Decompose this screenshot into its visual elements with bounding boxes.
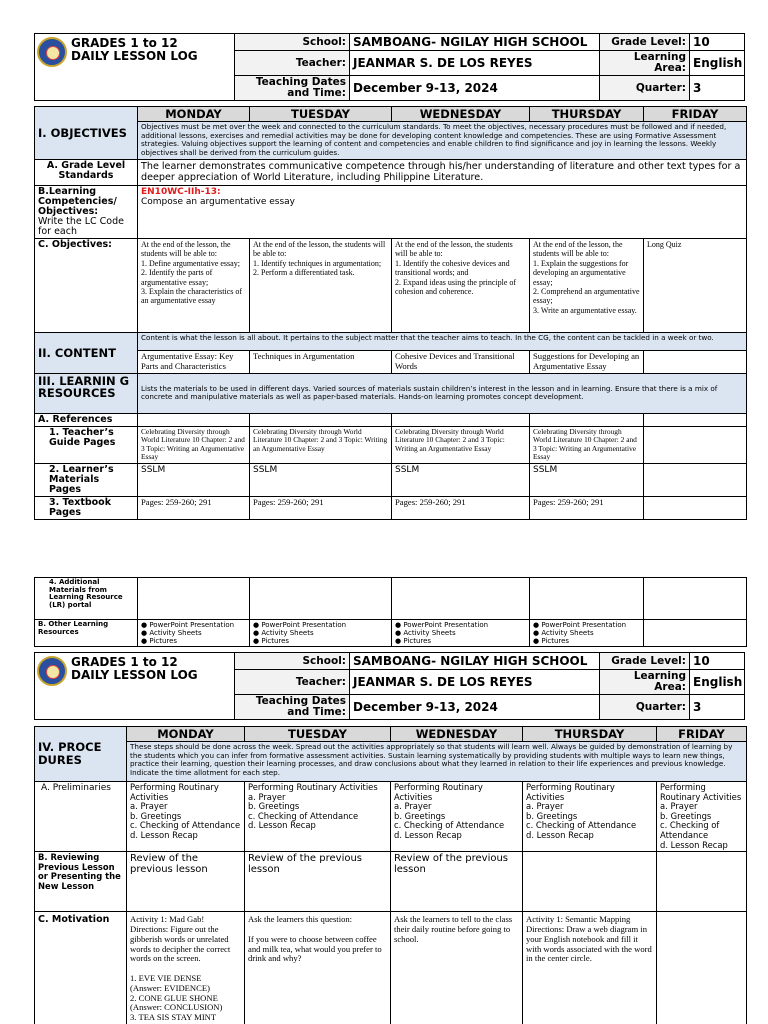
area-value: English	[690, 51, 745, 76]
header-block-1	[34, 33, 745, 101]
procedures-description: These steps should be done across the week. Spread out the activities appropriately so that students will learn well. Always be guided by demonstration of learning by the students which you can infer from formative assessment activities. Sustain learning systematically by providing students with multiple ways to learn new things, practice their learning, question their learning processes, and draw conclusions about what they learned in relation to their life experiences and previous knowledge. Indicate the time allotment for each step.	[127, 742, 747, 782]
lesson-table-1	[34, 106, 747, 520]
lc-code: EN10WC-IIh-13	[141, 187, 218, 197]
area-label: Learning Area:	[600, 51, 690, 76]
review-cell-friday	[657, 852, 747, 912]
tb-cell-tuesday: Pages: 259-260; 291	[250, 496, 392, 519]
textbook-label: 3. Textbook Pages	[35, 496, 138, 519]
guide-cell-monday: Celebrating Diversity through World Literature 10 Chapter: 2 and 3 Topic: Writing an Argumentative Essay	[138, 426, 250, 463]
teacher-value: JEANMAR S. DE LOS REYES	[350, 670, 600, 695]
objectives-cell-friday: Long Quiz	[644, 239, 747, 333]
preliminaries-label: A. Preliminaries	[35, 782, 127, 852]
lc-text: Compose an argumentative essay	[141, 197, 295, 207]
header-title-line1: GRADES 1 to 12	[71, 655, 178, 669]
objectives-cell-thursday: At the end of the lesson, the students will be able to: 1. Explain the suggestions for developing an argumentative essay; 2. Comprehend an argumentative essay; 3. Write an argumentative essay.	[530, 239, 644, 333]
day-monday: MONDAY	[127, 727, 245, 742]
lm-cell-thursday: SSLM	[530, 463, 644, 496]
dates-label: Teaching Dates and Time:	[235, 695, 350, 720]
header-logo-cell	[35, 34, 235, 101]
content-cell-thursday: Suggestions for Developing an Argumentative Essay	[530, 351, 644, 374]
procedures-label: IV. PROCE DURES	[35, 727, 127, 782]
quarter-value: 3	[690, 695, 745, 720]
prelim-cell-monday: Performing Routinary Activities a. Prayer b. Greetings c. Checking of Attendance d. Lesson Recap	[127, 782, 245, 852]
learners-materials-label: 2. Learner’s Materials Pages	[35, 463, 138, 496]
quarter-value: 3	[690, 76, 745, 101]
day-monday: MONDAY	[138, 107, 250, 122]
grade-label: Grade Level:	[600, 34, 690, 51]
grade-value: 10	[690, 34, 745, 51]
area-value: English	[690, 670, 745, 695]
area-label: Learning Area:	[600, 670, 690, 695]
day-friday: FRIDAY	[644, 107, 747, 122]
additional-materials-label: 4. Additional Materials from Learning Resource (LR) portal	[35, 578, 138, 620]
review-cell-monday: Review of the previous lesson	[127, 852, 245, 912]
c-objectives-label: C. Objectives:	[35, 239, 138, 333]
school-label: School:	[235, 653, 350, 670]
lesson-table-2	[34, 577, 747, 647]
teacher-label: Teacher:	[235, 51, 350, 76]
lm-cell-monday: SSLM	[138, 463, 250, 496]
tb-cell-wednesday: Pages: 259-260; 291	[392, 496, 530, 519]
school-value: SAMBOANG- NGILAY HIGH SCHOOL	[350, 34, 600, 51]
content-description: Content is what the lesson is all about. It pertains to the subject matter that the teacher aims to teach. In the CG, the content can be tackled in a week or two.	[138, 333, 747, 351]
objectives-cell-wednesday: At the end of the lesson, the students will be able to: 1. Identify the cohesive devices and transitional words; and 2. Expand ideas using the principle of cohesion and coherence.	[392, 239, 530, 333]
motivation-cell-tuesday: Ask the learners this question: If you were to choose between coffee and milk tea, what would you prefer to drink and why?	[245, 912, 391, 1024]
references-label: A. References	[35, 413, 138, 426]
other-cell-tuesday: ● PowerPoint Presentation ● Activity Sheets ● Pictures	[250, 620, 392, 647]
guide-cell-friday	[644, 426, 747, 463]
quarter-label: Quarter:	[600, 76, 690, 101]
review-cell-wednesday: Review of the previous lesson	[391, 852, 523, 912]
motivation-cell-wednesday: Ask the learners to tell to the class their daily routine before going to school.	[391, 912, 523, 1024]
header-title-line2: DAILY LESSON LOG	[71, 49, 198, 63]
day-tuesday: TUESDAY	[250, 107, 392, 122]
objectives-label: I. OBJECTIVES	[35, 107, 138, 160]
lm-cell-friday	[644, 463, 747, 496]
review-cell-thursday	[523, 852, 657, 912]
other-cell-thursday: ● PowerPoint Presentation ● Activity Sheets ● Pictures	[530, 620, 644, 647]
grade-label: Grade Level:	[600, 653, 690, 670]
resources-description: Lists the materials to be used in different days. Varied sources of materials sustain children’s interest in the lesson and in learning. Ensure that there is a mix of concrete and manipulative materials as well as paper-based materials. Hands-on learning promotes concept development.	[138, 373, 747, 413]
grade-standards-label: A. Grade Level Standards	[35, 160, 138, 186]
competencies-text: EN10WC-IIh-13: Compose an argumentative essay	[138, 186, 747, 239]
header-block-2	[34, 652, 745, 720]
day-tuesday: TUESDAY	[245, 727, 391, 742]
prelim-cell-thursday: Performing Routinary Activities a. Prayer b. Greetings c. Checking of Attendance d. Lesson Recap	[523, 782, 657, 852]
deped-seal-icon	[37, 37, 67, 67]
procedures-table	[34, 726, 747, 1024]
other-cell-wednesday: ● PowerPoint Presentation ● Activity Sheets ● Pictures	[392, 620, 530, 647]
tb-cell-thursday: Pages: 259-260; 291	[530, 496, 644, 519]
objectives-description: Objectives must be met over the week and connected to the curriculum standards. To meet the objectives, necessary procedures must be followed and if needed, additional lessons, exercises and remedial activities may be done for developing content knowledge and competencies. These are using Formative Assessment strategies. Valuing objectives support the learning of content and competencies and enable children to find significance and joy in learning the lessons. Weekly objectives shall be derived from the curriculum guides.	[138, 122, 747, 160]
header-table	[34, 33, 745, 101]
guide-cell-thursday: Celebrating Diversity through World Literature 10 Chapter: 2 and 3 Topic: Writing an Argumentative Essay	[530, 426, 644, 463]
resources-label: III. LEARNIN G RESOURCES	[35, 373, 138, 413]
grade-standards-text: The learner demonstrates communicative competence through his/her understanding of literature and other text types for a deeper appreciation of World Literature, including Philippine Literature.	[138, 160, 747, 186]
school-label: School:	[235, 34, 350, 51]
prelim-cell-friday: Performing Routinary Activities a. Prayer b. Greetings c. Checking of Attendance d. Lesson Recap	[657, 782, 747, 852]
day-thursday: THURSDAY	[530, 107, 644, 122]
other-cell-friday	[644, 620, 747, 647]
quarter-label: Quarter:	[600, 695, 690, 720]
other-cell-monday: ● PowerPoint Presentation ● Activity Sheets ● Pictures	[138, 620, 250, 647]
teachers-guide-label: 1. Teacher’s Guide Pages	[35, 426, 138, 463]
dates-label: Teaching Dates and Time:	[235, 76, 350, 101]
reviewing-label: B. Reviewing Previous Lesson or Presenting the New Lesson	[35, 852, 127, 912]
header-table-2	[34, 652, 745, 720]
prelim-cell-wednesday: Performing Routinary Activities a. Prayer b. Greetings c. Checking of Attendance d. Lesson Recap	[391, 782, 523, 852]
competencies-label: B.Learning Competencies/ Objectives: Write the LC Code for each	[35, 186, 138, 239]
teacher-value: JEANMAR S. DE LOS REYES	[350, 51, 600, 76]
header-title-line2: DAILY LESSON LOG	[71, 668, 198, 682]
dates-value: December 9-13, 2024	[350, 76, 600, 101]
day-thursday: THURSDAY	[523, 727, 657, 742]
lm-cell-wednesday: SSLM	[392, 463, 530, 496]
guide-cell-tuesday: Celebrating Diversity through World Literature 10 Chapter: 2 and 3 Topic: Writing an Argumentative Essay	[250, 426, 392, 463]
content-cell-monday: Argumentative Essay: Key Parts and Characteristics	[138, 351, 250, 374]
header-logo-cell-2	[35, 653, 235, 720]
lm-cell-tuesday: SSLM	[250, 463, 392, 496]
header-title-line1: GRADES 1 to 12	[71, 36, 178, 50]
guide-cell-wednesday: Celebrating Diversity through World Literature 10 Chapter: 2 and 3 Topic: Writing an Argumentative Essay	[392, 426, 530, 463]
day-wednesday: WEDNESDAY	[391, 727, 523, 742]
prelim-cell-tuesday: Performing Routinary Activities a. Prayer b. Greetings c. Checking of Attendance d. Lesson Recap	[245, 782, 391, 852]
tb-cell-friday	[644, 496, 747, 519]
content-cell-friday	[644, 351, 747, 374]
content-label: II. CONTENT	[35, 333, 138, 374]
motivation-cell-monday: Activity 1: Mad Gab! Directions: Figure out the gibberish words or unrelated words to decipher the correct words on the screen. 1. EVE VIE DENSE (Answer: EVIDENCE) 2. CONE GLUE SHONE (Answer: CONCLUSION) 3. TEA SIS STAY MINT	[127, 912, 245, 1024]
tb-cell-monday: Pages: 259-260; 291	[138, 496, 250, 519]
school-value: SAMBOANG- NGILAY HIGH SCHOOL	[350, 653, 600, 670]
day-friday: FRIDAY	[657, 727, 747, 742]
motivation-label: C. Motivation	[35, 912, 127, 1024]
grade-value: 10	[690, 653, 745, 670]
other-resources-label: B. Other Learning Resources	[35, 620, 138, 647]
motivation-cell-friday	[657, 912, 747, 1024]
content-cell-tuesday: Techniques in Argumentation	[250, 351, 392, 374]
objectives-cell-tuesday: At the end of the lesson, the students will be able to: 1. Identify techniques in argumentation; 2. Perform a differentiated task.	[250, 239, 392, 333]
review-cell-tuesday: Review of the previous lesson	[245, 852, 391, 912]
content-cell-wednesday: Cohesive Devices and Transitional Words	[392, 351, 530, 374]
motivation-cell-thursday: Activity 1: Semantic Mapping Directions: Draw a web diagram in your English notebook and fill it with words associated with the word in the center circle.	[523, 912, 657, 1024]
teacher-label: Teacher:	[235, 670, 350, 695]
objectives-cell-monday: At the end of the lesson, the students will be able to: 1. Define argumentative essay; 2. Identify the parts of argumentative essay; 3. Explain the characteristics of an argumentative essay	[138, 239, 250, 333]
day-wednesday: WEDNESDAY	[392, 107, 530, 122]
deped-seal-icon	[37, 656, 67, 686]
dates-value: December 9-13, 2024	[350, 695, 600, 720]
